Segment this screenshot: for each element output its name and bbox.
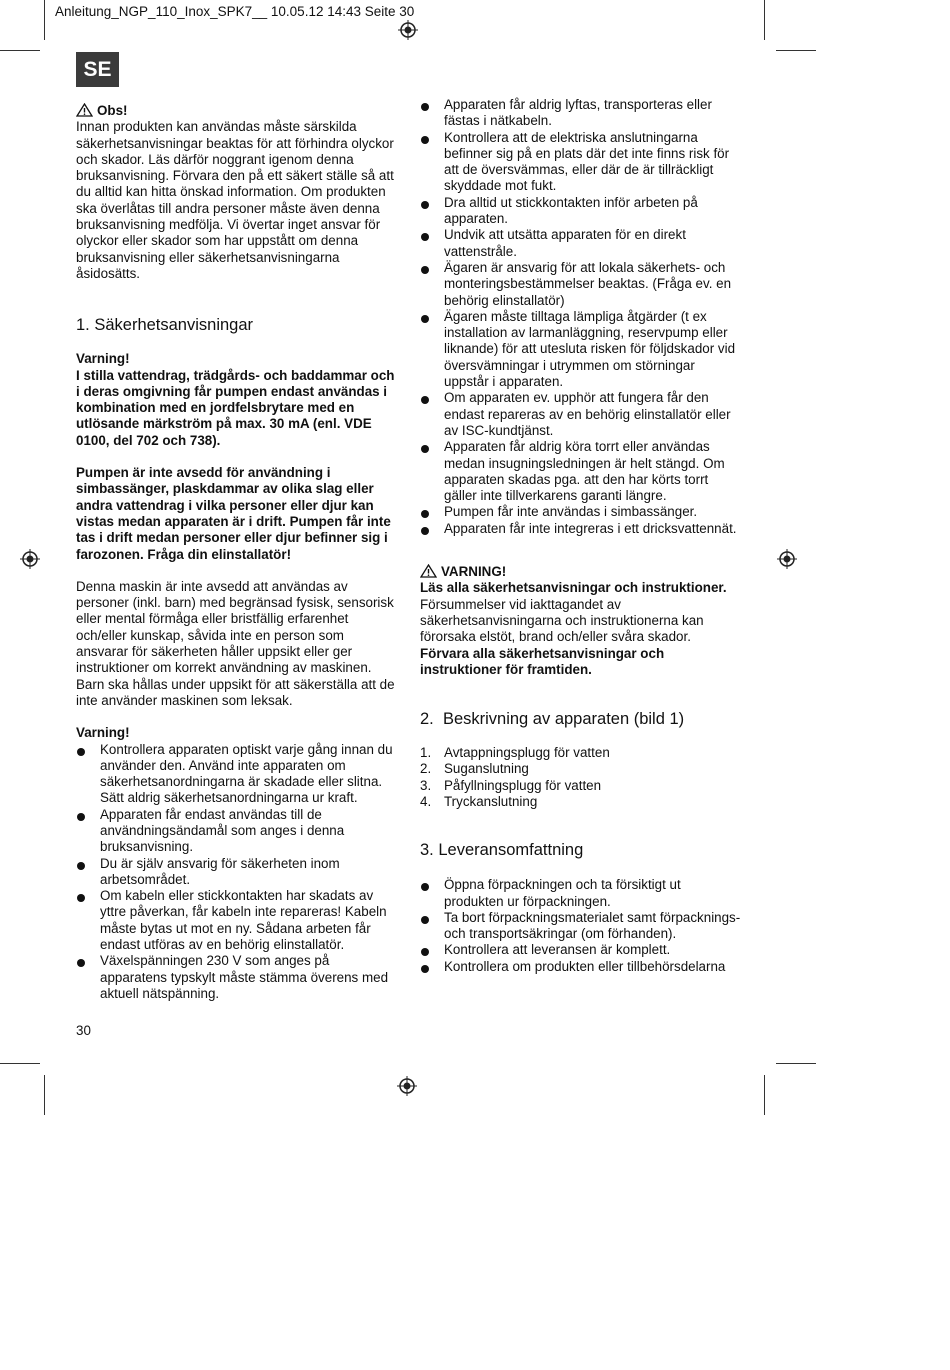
list-item: Kontrollera om produkten eller tillbehörsdelarna bbox=[420, 959, 742, 975]
registration-mark-icon bbox=[398, 20, 418, 40]
warning-3-label: Varning! bbox=[76, 725, 130, 741]
obs-text: Innan produkten kan användas måste särskilda säkerhetsanvisningar beaktas för att förhindra olyckor och skador. Läs därför noggrant igenom denna bruksanvisning. Förvara den på ett säkert ställe så att du alltid kan hitta önskad information. Om produkten ska överlåtas till andra personer måste även denna bruksanvisning medfölja. Vi övertar inget ansvar för olyckor eller skador som har uppstått om denna bruksanvisning eller säkerhetsanvisningarna åsidosätts. bbox=[76, 119, 394, 281]
list-item: Apparaten får aldrig köra torrt eller användas medan insugningsledningen är helt stängd. Om apparaten skadas pga. att den har körts torrt gäller inte tillverkarens garanti längre. bbox=[420, 439, 742, 504]
registration-mark-icon bbox=[20, 549, 40, 569]
section-2-label: Beskrivning av apparaten (bild 1) bbox=[442, 710, 685, 729]
crop-mark bbox=[44, 0, 45, 40]
list-item: Kontrollera att de elektriska anslutningarna befinner sig på en plats där det inte finns risk för att de översvämmas, eller där de är tillräckligt skyddade mot fukt. bbox=[420, 130, 742, 195]
varning-heading bbox=[420, 564, 742, 580]
warning-1-label: Varning! bbox=[76, 351, 130, 367]
crop-mark bbox=[764, 1075, 765, 1115]
section-1-title: 1. Säkerhetsanvisningar bbox=[76, 316, 254, 335]
list-item: Pumpen får inte användas i simbassänger. bbox=[420, 504, 742, 520]
list-item: Kontrollera apparaten optiskt varje gång innan du använder den. Använd inte apparaten om säkerhetsanordningarna är skadade eller slitna. Sätt aldrig säkerhetsanordningarna ur kraft. bbox=[76, 742, 398, 807]
delivery-bullet-list bbox=[420, 877, 742, 975]
warning-triangle-icon bbox=[420, 564, 437, 578]
crop-mark bbox=[0, 50, 40, 51]
crop-mark bbox=[776, 50, 816, 51]
language-badge: SE bbox=[76, 52, 119, 87]
left-column bbox=[76, 103, 398, 1002]
registration-mark-icon bbox=[777, 549, 797, 569]
obs-heading bbox=[76, 103, 398, 119]
safety-bullet-list-continued bbox=[420, 97, 742, 537]
parts-list bbox=[420, 745, 742, 810]
warning-2-text: Pumpen är inte avsedd för användning i simbassänger, plaskdammar av olika slag eller andra vattendrag i vilka personer eller djur kan vistas medan apparaten är i drift. Pumpen får inte tas i drift medan personer eller djur befinner sig i farozonen. Fråga din elinstallatör! bbox=[76, 465, 391, 562]
list-item: Du är själv ansvarig för säkerheten inom arbetsområdet. bbox=[76, 856, 398, 889]
list-item: 3. Påfyllningsplugg för vatten bbox=[420, 777, 602, 793]
list-item: 2. Suganslutning bbox=[420, 761, 529, 777]
print-header: Anleitung_NGP_110_Inox_SPK7__ 10.05.12 14:43 Seite 30 bbox=[55, 4, 415, 19]
list-item: Apparaten får aldrig lyftas, transporteras eller fästas i nätkabeln. bbox=[420, 97, 742, 130]
varning-title: VARNING! bbox=[441, 564, 507, 580]
list-item: Öppna förpackningen och ta försiktigt ut produkten ur förpackningen. bbox=[420, 877, 742, 910]
list-item: 1. Avtappningsplugg för vatten bbox=[420, 745, 610, 761]
crop-mark bbox=[44, 1075, 45, 1115]
section-2-number: 2. bbox=[420, 710, 434, 729]
list-item: Apparaten får endast användas till de användningsändamål som anges i denna bruksanvisning. bbox=[76, 807, 398, 856]
list-item: Dra alltid ut stickkontakten inför arbeten på apparaten. bbox=[420, 195, 742, 228]
list-item: 4. Tryckanslutning bbox=[420, 793, 538, 809]
list-item: Ta bort förpackningsmaterialet samt förpacknings- och transportsäkringar (om förhanden). bbox=[420, 910, 742, 943]
list-item: Om kabeln eller stickkontakten har skadats av yttre påverkan, får kabeln inte repareras! Kabeln måste bytas ut mot en ny. Sådana arbeten får endast utföras av en behörig elinstallatör. bbox=[76, 888, 398, 953]
warning-1-text: I stilla vattendrag, trädgårds- och baddammar och i deras omgivning får pumpen endast användas i kombination med en jordfelsbrytare med en utlösande märkström på max. 30 mA (enl. VDE 0100, del 702 och 738). bbox=[76, 367, 395, 448]
list-item: Apparaten får inte integreras i ett dricksvattennät. bbox=[420, 521, 742, 537]
section-2-title bbox=[420, 709, 742, 729]
warning-triangle-icon bbox=[76, 103, 93, 117]
registration-mark-icon bbox=[397, 1076, 417, 1096]
list-item: Undvik att utsätta apparaten för en direkt vattenstråle. bbox=[420, 227, 742, 260]
list-item: Växelspänningen 230 V som anges på apparatens typskylt måste stämma överens med aktuell nätspänning. bbox=[76, 953, 398, 1002]
list-item: Ägaren måste tilltaga lämpliga åtgärder (t ex installation av larmanläggning, reservpump eller liknande) för att utesluta risken för följdskador vid översvämningar i utrymmen om störningar uppstår i apparaten. bbox=[420, 309, 742, 390]
varning-keep: Förvara alla säkerhetsanvisningar och instruktioner för framtiden. bbox=[420, 645, 665, 677]
right-column bbox=[420, 97, 742, 975]
list-item: Ägaren är ansvarig för att lokala säkerhets- och monteringsbestämmelser beaktas. (Fråga ev. en behörig elinstallatör) bbox=[420, 260, 742, 309]
list-item: Kontrollera att leveransen är komplett. bbox=[420, 942, 742, 958]
varning-text: Försummelser vid iakttagandet av säkerhetsanvisningarna och instruktionerna kan förorsaka elstöt, brand och/eller svåra skador. bbox=[420, 596, 704, 645]
page-number: 30 bbox=[76, 1023, 91, 1038]
machine-text: Denna maskin är inte avsedd att användas av personer (inkl. barn) med begränsad fysisk, sensorisk eller mental förmåga eller bristfällig erfarenhet och/eller kunskap, såvida inte en person som ansvarar för säkerheten håller uppsikt eller ger instruktioner om korrekt användning av maskinen. Barn ska hållas under uppsikt för att säkerställa att de inte använder maskinen som leksak. bbox=[76, 578, 395, 708]
obs-title: Obs! bbox=[97, 103, 128, 118]
crop-mark bbox=[776, 1063, 816, 1064]
varning-read-all: Läs alla säkerhetsanvisningar och instruktioner. bbox=[420, 580, 727, 596]
crop-mark bbox=[764, 0, 765, 40]
section-3-title: 3. Leveransomfattning bbox=[420, 841, 584, 860]
crop-mark bbox=[0, 1063, 40, 1064]
safety-bullet-list bbox=[76, 742, 398, 1003]
list-item: Om apparaten ev. upphör att fungera får den endast repareras av en behörig elinstallatör eller av ISC-kundtjänst. bbox=[420, 390, 742, 439]
